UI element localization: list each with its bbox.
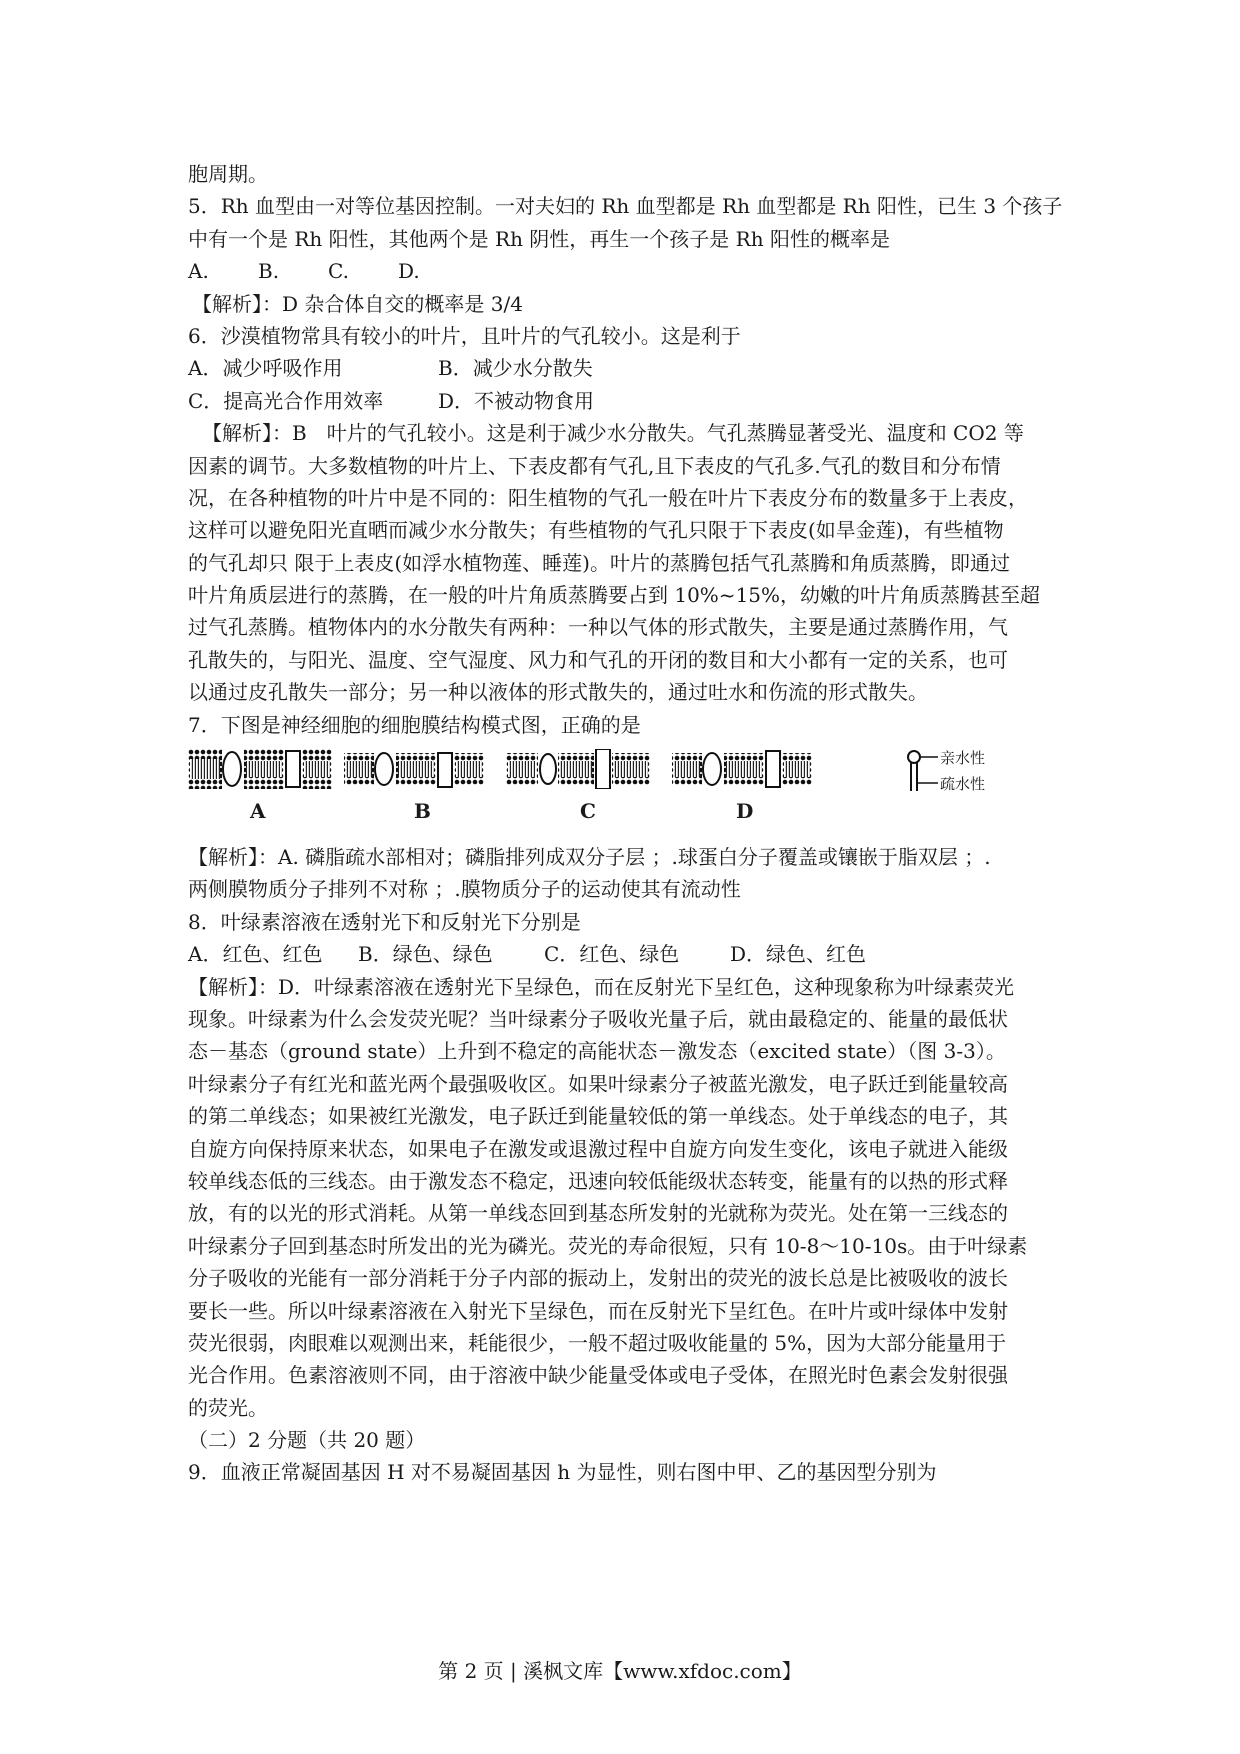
q6-options-cd bbox=[188, 385, 1068, 417]
figure-label-c: C bbox=[580, 799, 596, 824]
text-line: 荧光很弱，肉眼难以观测出来，耗能很少，一般不超过吸收能量的 5%，因为大部分能量用于 bbox=[188, 1330, 1007, 1355]
option-a: A. bbox=[188, 259, 209, 284]
question-8: 8．叶绿素溶液在透射光下和反射光下分别是 bbox=[188, 909, 581, 934]
option-b: B．减少水分散失 bbox=[438, 356, 593, 381]
text-line: 过气孔蒸腾。植物体内的水分散失有两种：一种以气体的形式散失，主要是通过蒸腾作用，气 bbox=[188, 615, 1008, 640]
text-line: 现象。叶绿素为什么会发荧光呢？当叶绿素分子吸收光量子后，就由最稳定的、能量的最低状 bbox=[188, 1006, 1008, 1031]
option-d: D．绿色、红色 bbox=[730, 942, 867, 967]
text-line: 孔散失的，与阳光、温度、空气湿度、风力和气孔的开闭的数目和大小都有一定的关系，也可 bbox=[188, 647, 1008, 672]
text-line: 的第二单线态；如果被红光激发，电子跃迁到能量较低的第一单线态。处于单线态的电子，其 bbox=[188, 1104, 1008, 1129]
option-a: A．减少呼吸作用 bbox=[188, 356, 343, 381]
text-line: 的气孔却只 限于上表皮(如浮水植物莲、睡莲)。叶片的蒸腾包括气孔蒸腾和角质蒸腾，即通过 bbox=[188, 550, 1010, 575]
text-line: 自旋方向保持原来状态，如果电子在激发或退激过程中自旋方向发生变化，该电子就进入能级 bbox=[188, 1136, 1008, 1161]
option-d: D．不被动物食用 bbox=[438, 388, 595, 413]
option-b: B. bbox=[258, 259, 280, 284]
answer-6: 【解析】：B 叶片的气孔较小。这是利于减少水分散失。气孔蒸腾显著受光、温度和 CO2 等 bbox=[202, 421, 1024, 446]
text-line: 叶绿素分子有红光和蓝光两个最强吸收区。如果叶绿素分子被蓝光激发，电子跃迁到能量较高 bbox=[188, 1071, 1008, 1096]
membrane-diagram-d bbox=[668, 749, 814, 789]
membrane-diagram-a bbox=[188, 749, 334, 789]
q5-options bbox=[188, 255, 1068, 287]
text-line: 两侧膜物质分子排列不对称 ；.膜物质分子的运动使其有流动性 bbox=[188, 877, 741, 902]
text-line: 要长一些。所以叶绿素溶液在入射光下呈绿色，而在反射光下呈红色。在叶片或叶绿体中发射 bbox=[188, 1298, 1008, 1323]
figure-label-a: A bbox=[250, 799, 266, 824]
figure-label-b: B bbox=[414, 799, 431, 824]
membrane-diagram-b bbox=[340, 749, 486, 789]
page-footer: 第 2 页 | 溪枫文库【www.xfdoc.com】 bbox=[438, 1659, 802, 1683]
legend-hydrophilic-label: 亲水性 bbox=[940, 749, 986, 768]
membrane-diagram-c bbox=[506, 749, 652, 789]
text-line: 较单线态低的三线态。由于激发态不稳定，迅速向较低能级状态转变，能量有的以热的形式释 bbox=[188, 1168, 1008, 1193]
text-line: 叶绿素分子回到基态时所发出的光为磷光。荧光的寿命很短，只有 10-8～10-10s。由于叶绿素 bbox=[188, 1233, 1028, 1258]
text-line: 因素的调节。大多数植物的叶片上、下表皮都有气孔,且下表皮的气孔多.气孔的数目和分布情 bbox=[188, 453, 1001, 478]
text-line: 的荧光。 bbox=[188, 1395, 268, 1420]
text-line: 以通过皮孔散失一部分；另一种以液体的形式散失的，通过吐水和伤流的形式散失。 bbox=[188, 680, 928, 705]
question-7: 7．下图是神经细胞的细胞膜结构模式图，正确的是 bbox=[188, 712, 641, 737]
legend-hydrophobic-label: 疏水性 bbox=[940, 775, 986, 794]
text-line: 况，在各种植物的叶片中是不同的：阳生植物的气孔一般在叶片下表皮分布的数量多于上表皮， bbox=[188, 485, 1028, 510]
answer-8: 【解析】：D．叶绿素溶液在透射光下呈绿色，而在反射光下呈红色，这种现象称为叶绿素荧光 bbox=[188, 974, 1015, 999]
text-line: 态－基态（ground state）上升到不稳定的高能状态－激发态（excited state）（图 3-3）。 bbox=[188, 1039, 1006, 1064]
option-c: C．提高光合作用效率 bbox=[188, 388, 384, 413]
q8-options bbox=[188, 938, 1068, 970]
text-line: 胞周期。 bbox=[188, 162, 268, 186]
question-9: 9．血液正常凝固基因 H 对不易凝固基因 h 为显性，则右图中甲、乙的基因型分别为 bbox=[188, 1460, 937, 1485]
option-c: C. bbox=[328, 259, 349, 284]
text-line: 中有一个是 Rh 阳性，其他两个是 Rh 阴性，再生一个孩子是 Rh 阳性的概率是 bbox=[188, 226, 890, 251]
option-c: C．红色、绿色 bbox=[544, 942, 680, 967]
q6-options-ab bbox=[188, 352, 1068, 384]
option-d: D. bbox=[398, 259, 420, 284]
text-line: 放，有的以光的形式消耗。从第一单线态回到基态所发射的光就称为荧光。处在第一三线态的 bbox=[188, 1201, 1008, 1226]
question-6: 6．沙漠植物常具有较小的叶片，且叶片的气孔较小。这是利于 bbox=[188, 323, 741, 348]
figure-label-d: D bbox=[736, 799, 754, 824]
answer-5: 【解析】：D 杂合体自交的概率是 3/4 bbox=[192, 291, 523, 316]
document-body bbox=[188, 158, 1068, 1489]
answer-7: 【解析】：A. 磷脂疏水部相对；磷脂排列成双分子层 ；.球蛋白分子覆盖或镶嵌于脂双层 ；. bbox=[188, 845, 991, 870]
question-5: 5．Rh 血型由一对等位基因控制。一对夫妇的 Rh 血型都是 Rh 血型都是 Rh 阳性，已生 3 个孩子 bbox=[188, 194, 1063, 219]
text-line: 分子吸收的光能有一部分消耗于分子内部的振动上，发射出的荧光的波长总是比被吸收的波长 bbox=[188, 1266, 1008, 1291]
membrane-figure bbox=[188, 743, 1068, 837]
option-a: A．红色、红色 bbox=[188, 942, 323, 967]
section-heading: （二）2 分题（共 20 题） bbox=[188, 1428, 426, 1453]
text-line: 叶片角质层进行的蒸腾，在一般的叶片角质蒸腾要占到 10%~15%，幼嫩的叶片角质蒸腾甚至超 bbox=[188, 583, 1041, 608]
text-line: 光合作用。色素溶液则不同，由于溶液中缺少能量受体或电子受体，在照光时色素会发射很强 bbox=[188, 1363, 1008, 1388]
option-b: B．绿色、绿色 bbox=[358, 942, 493, 967]
text-line: 这样可以避免阳光直晒而减少水分散失；有些植物的气孔只限于下表皮(如旱金莲)，有些植物 bbox=[188, 518, 1004, 543]
